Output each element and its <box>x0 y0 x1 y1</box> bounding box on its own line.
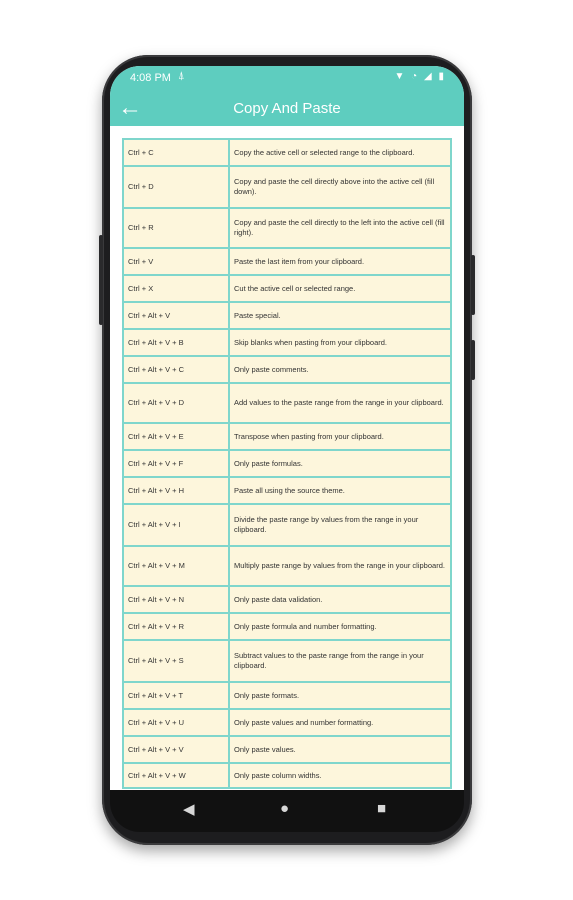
arrow-left-icon[interactable]: ← <box>118 94 142 121</box>
side-button <box>471 340 475 380</box>
power-button <box>471 255 475 315</box>
app-bar <box>110 92 464 126</box>
shortcut-description: Multiply paste range by values from the range in your clipboard. <box>234 561 445 570</box>
shortcut-description: Transpose when pasting from your clipboard. <box>234 431 384 441</box>
shortcut-description: Divide the paste range by values from the range in your clipboard. <box>234 515 419 534</box>
shortcut-key: Ctrl + X <box>124 276 230 301</box>
shortcut-key: Ctrl + Alt + V <box>124 303 230 328</box>
shortcut-key: Ctrl + Alt + V + C <box>124 357 230 382</box>
shortcut-key: Ctrl + Alt + V + F <box>124 451 230 476</box>
shortcut-key: Ctrl + R <box>124 209 230 247</box>
shortcut-description: Only paste values. <box>234 744 296 754</box>
shortcut-key: Ctrl + Alt + V + D <box>124 384 230 422</box>
status-icons <box>394 71 446 82</box>
shortcut-description: Copy and paste the cell directly to the left into the active cell (fill right). <box>234 218 445 237</box>
battery-icon: ▮ <box>438 71 446 82</box>
shortcut-key: Ctrl + Alt + V + S <box>124 641 230 681</box>
screen <box>110 66 464 790</box>
table-row <box>124 587 450 614</box>
shortcut-description: Skip blanks when pasting from your clipboard. <box>234 337 387 347</box>
shortcut-description: Add values to the paste range from the range in your clipboard. <box>234 398 444 407</box>
shortcut-description: Paste the last item from your clipboard. <box>234 256 365 266</box>
shortcut-description: Only paste comments. <box>234 364 309 374</box>
table-row <box>124 330 450 357</box>
table-row <box>124 683 450 710</box>
table-row <box>124 167 450 209</box>
shortcut-description: Copy and paste the cell directly above into the active cell (fill down). <box>234 177 435 196</box>
shortcut-description: Paste special. <box>234 310 281 320</box>
table-row <box>124 357 450 384</box>
shortcut-description: Subtract values to the paste range from the range in your clipboard. <box>234 651 424 670</box>
status-time: 4:08 PM <box>130 72 171 84</box>
table-row <box>124 614 450 641</box>
shortcut-description: Only paste column widths. <box>234 770 322 780</box>
shortcut-key: Ctrl + Alt + V + V <box>124 737 230 762</box>
shortcut-key: Ctrl + Alt + V + I <box>124 505 230 545</box>
nav-recents-icon[interactable]: ■ <box>377 800 387 817</box>
status-bar <box>110 66 464 92</box>
table-row <box>124 737 450 764</box>
shortcut-description: Only paste formula and number formatting. <box>234 621 377 631</box>
table-row <box>124 764 450 789</box>
person-download-icon: ⍋ <box>178 70 185 82</box>
shortcut-key: Ctrl + V <box>124 249 230 274</box>
shortcut-table <box>122 138 452 789</box>
shortcut-description: Only paste data validation. <box>234 594 323 604</box>
shortcut-description: Cut the active cell or selected range. <box>234 283 356 293</box>
signal-icon: ◢ <box>424 71 434 82</box>
shortcut-key: Ctrl + Alt + V + H <box>124 478 230 503</box>
alarm-icon: ◔ <box>411 71 420 82</box>
shortcut-key: Ctrl + Alt + V + E <box>124 424 230 449</box>
shortcut-key: Ctrl + Alt + V + U <box>124 710 230 735</box>
wifi-icon: ▼ <box>394 71 407 82</box>
system-nav-bar <box>110 790 464 832</box>
table-row <box>124 209 450 249</box>
table-row <box>124 478 450 505</box>
table-row <box>124 710 450 737</box>
shortcut-key: Ctrl + Alt + V + T <box>124 683 230 708</box>
shortcut-description: Only paste formulas. <box>234 458 303 468</box>
nav-back-icon[interactable]: ◀ <box>183 801 195 818</box>
shortcut-key: Ctrl + C <box>124 140 230 165</box>
table-row <box>124 276 450 303</box>
shortcut-description: Only paste formats. <box>234 690 300 700</box>
table-row <box>124 641 450 683</box>
shortcut-key: Ctrl + Alt + V + W <box>124 764 230 787</box>
shortcut-key: Ctrl + Alt + V + R <box>124 614 230 639</box>
shortcut-description: Paste all using the source theme. <box>234 485 345 495</box>
table-row <box>124 303 450 330</box>
shortcut-description: Only paste values and number formatting. <box>234 717 374 727</box>
nav-home-icon[interactable]: ● <box>280 800 290 817</box>
table-row <box>124 505 450 547</box>
volume-button <box>99 235 103 325</box>
table-row <box>124 384 450 424</box>
shortcut-key: Ctrl + D <box>124 167 230 207</box>
table-row <box>124 451 450 478</box>
table-row <box>124 140 450 167</box>
table-row <box>124 424 450 451</box>
table-row <box>124 249 450 276</box>
page-title: Copy And Paste <box>233 100 341 117</box>
shortcut-key: Ctrl + Alt + V + M <box>124 547 230 585</box>
shortcut-key: Ctrl + Alt + V + N <box>124 587 230 612</box>
table-row <box>124 547 450 587</box>
shortcut-key: Ctrl + Alt + V + B <box>124 330 230 355</box>
content-area[interactable] <box>110 126 464 790</box>
shortcut-description: Copy the active cell or selected range to the clipboard. <box>234 147 415 157</box>
